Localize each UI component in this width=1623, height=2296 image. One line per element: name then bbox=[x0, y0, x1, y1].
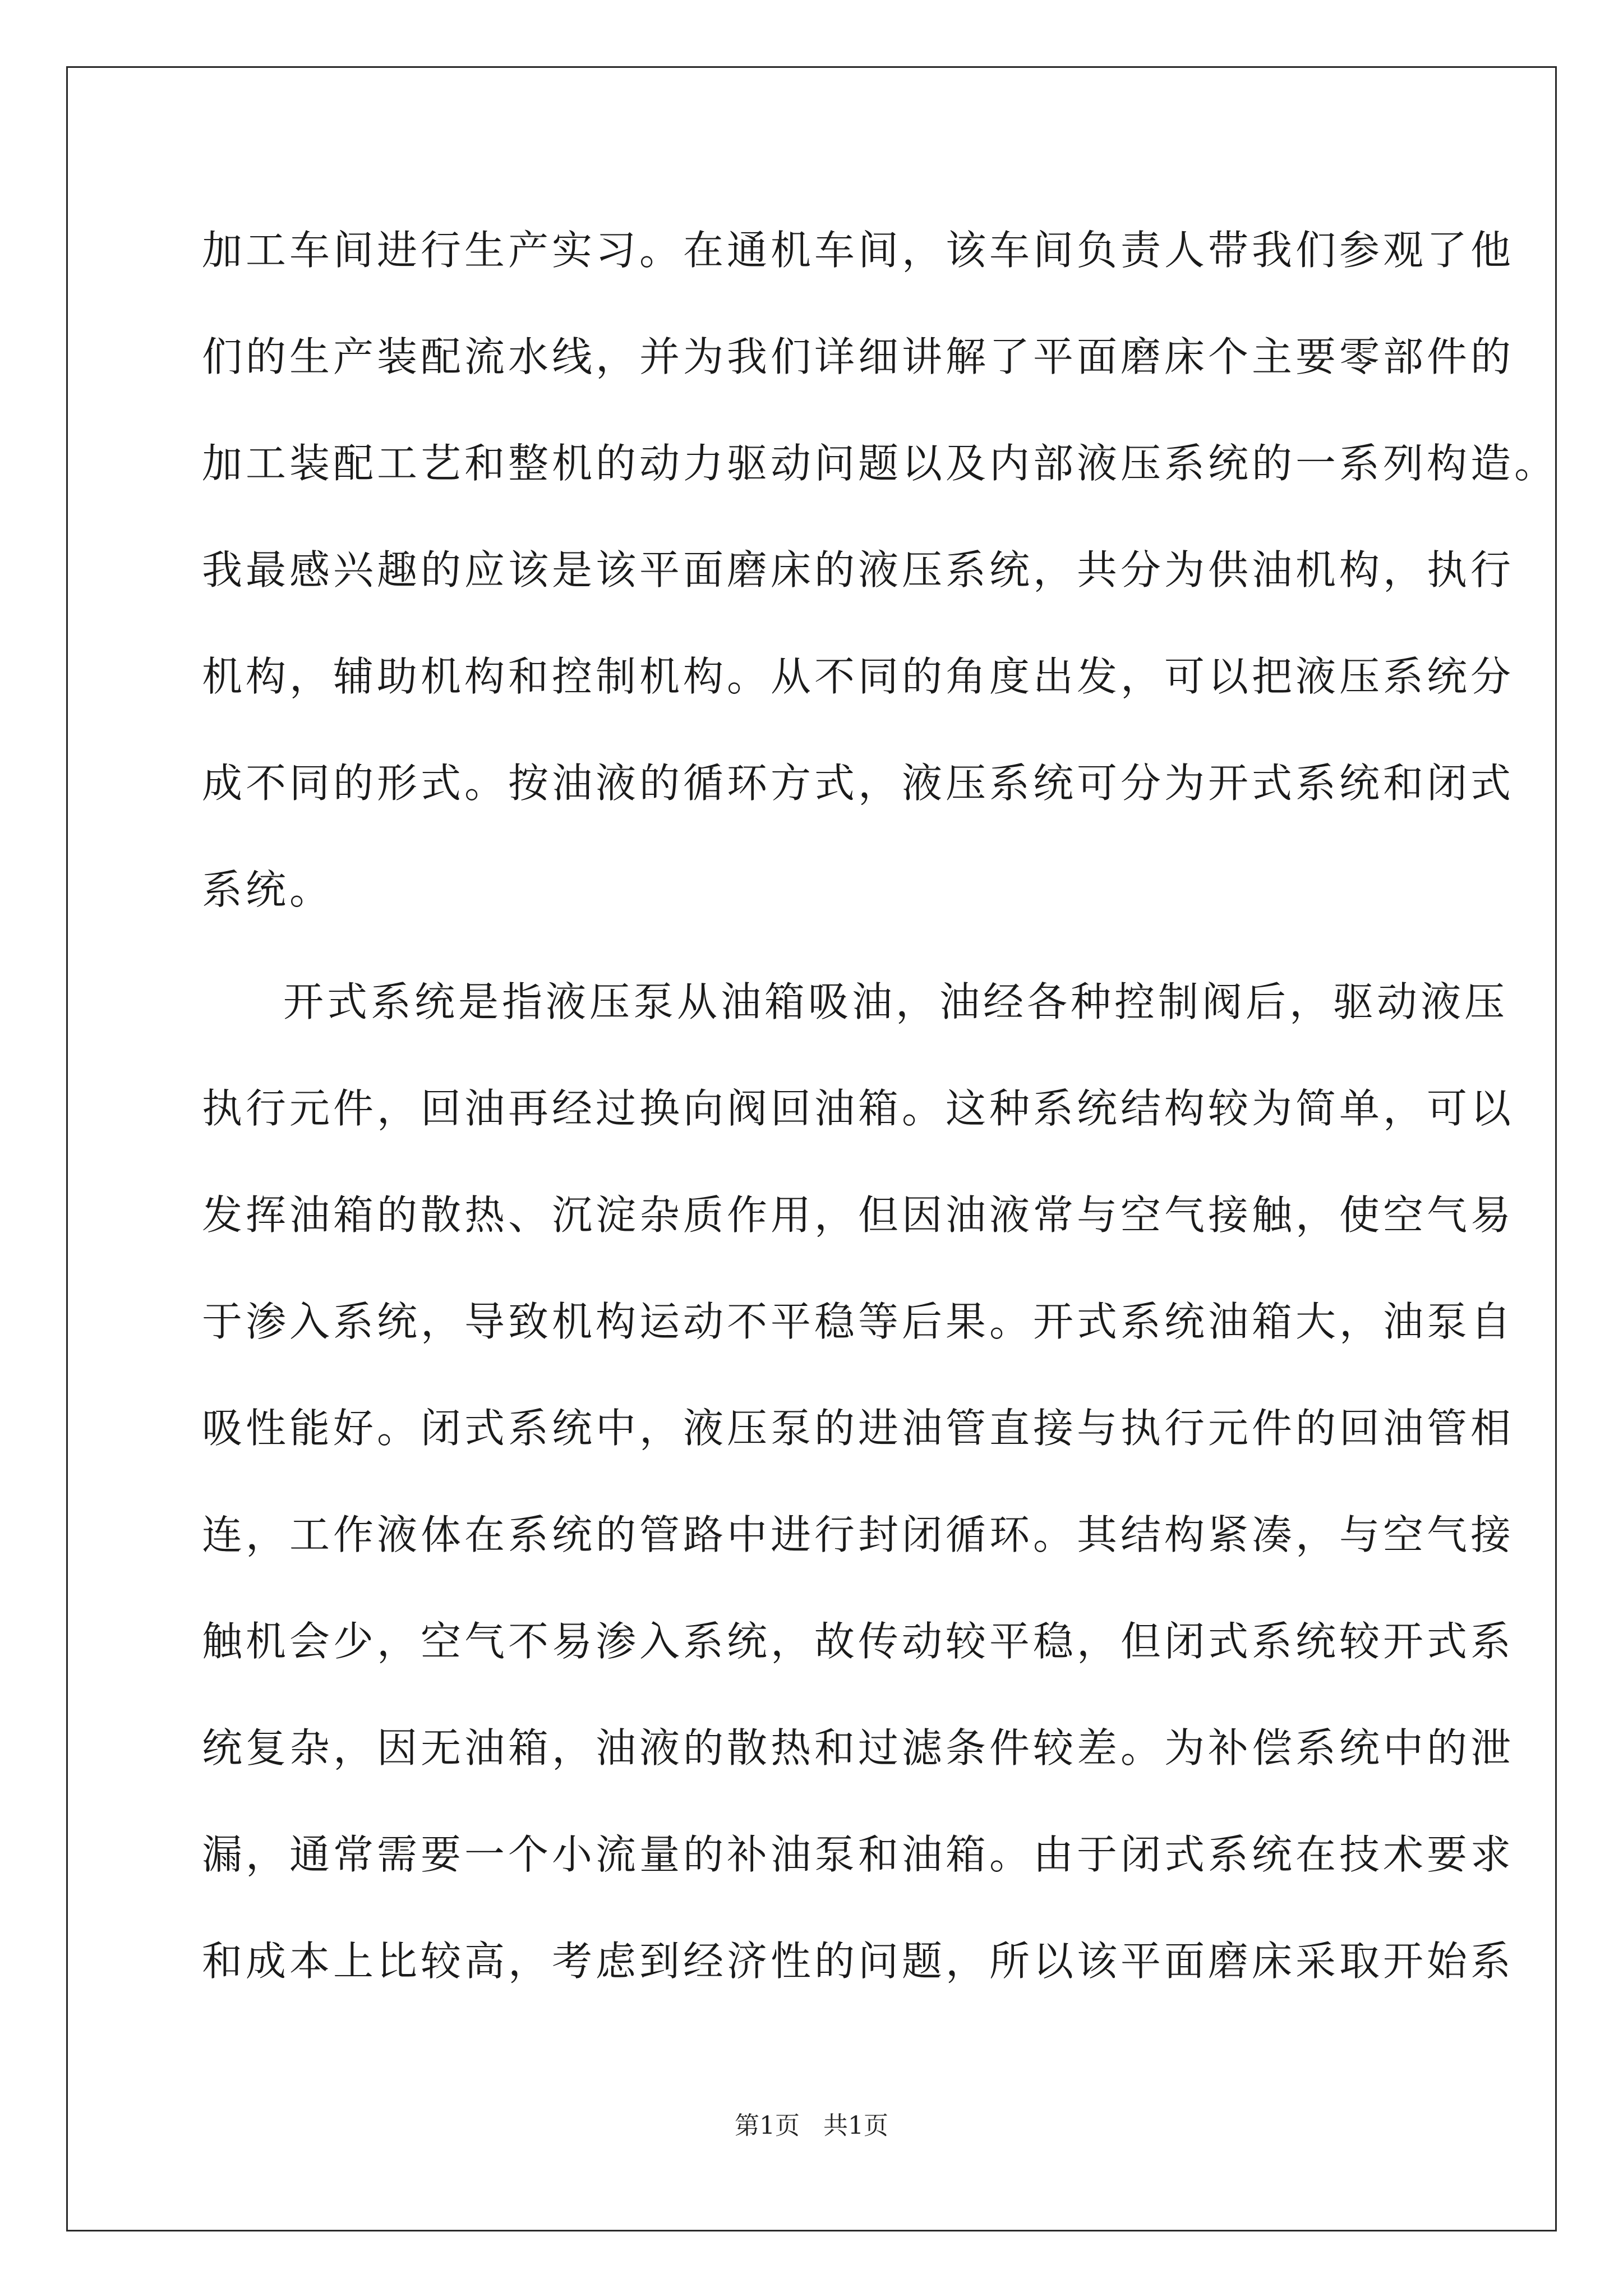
page-number-current: 第1页 bbox=[735, 2111, 800, 2140]
text-line: 们的生产装配流水线，并为我们详细讲解了平面磨床个主要零部件的 bbox=[202, 333, 1515, 380]
page-footer bbox=[0, 2109, 1623, 2143]
text-line: 执行元件，回油再经过换向阀回油箱。这种系统结构较为简单，可以 bbox=[202, 1085, 1515, 1132]
text-line-paragraph-start: 开式系统是指液压泵从油箱吸油，油经各种控制阀后，驱动液压 bbox=[283, 978, 1509, 1025]
text-line: 我最感兴趣的应该是该平面磨床的液压系统，共分为供油机构，执行 bbox=[202, 546, 1515, 593]
page-number-total: 共1页 bbox=[823, 2111, 888, 2140]
page-frame bbox=[66, 66, 1557, 2231]
text-line: 成不同的形式。按油液的循环方式，液压系统可分为开式系统和闭式 bbox=[202, 760, 1515, 807]
text-line: 于渗入系统，导致机构运动不平稳等后果。开式系统油箱大，油泵自 bbox=[202, 1298, 1515, 1345]
text-line: 漏，通常需要一个小流量的补油泵和油箱。由于闭式系统在技术要求 bbox=[202, 1831, 1515, 1878]
text-line: 和成本上比较高，考虑到经济性的问题，所以该平面磨床采取开始系 bbox=[202, 1938, 1515, 1985]
text-line: 机构，辅助机构和控制机构。从不同的角度出发，可以把液压系统分 bbox=[202, 653, 1515, 700]
text-line: 连，工作液体在系统的管路中进行封闭循环。其结构紧凑，与空气接 bbox=[202, 1511, 1515, 1558]
text-line: 加工车间进行生产实习。在通机车间，该车间负责人带我们参观了他 bbox=[202, 227, 1515, 274]
text-line: 统复杂，因无油箱，油液的散热和过滤条件较差。为补偿系统中的泄 bbox=[202, 1724, 1515, 1772]
text-line: 触机会少，空气不易渗入系统，故传动较平稳，但闭式系统较开式系 bbox=[202, 1618, 1515, 1665]
text-line: 系统。 bbox=[202, 866, 334, 913]
text-line: 加工装配工艺和整机的动力驱动问题以及内部液压系统的一系列构造。 bbox=[202, 440, 1559, 487]
text-line: 吸性能好。闭式系统中，液压泵的进油管直接与执行元件的回油管相 bbox=[202, 1405, 1515, 1452]
text-line: 发挥油箱的散热、沉淀杂质作用，但因油液常与空气接触，使空气易 bbox=[202, 1191, 1515, 1239]
